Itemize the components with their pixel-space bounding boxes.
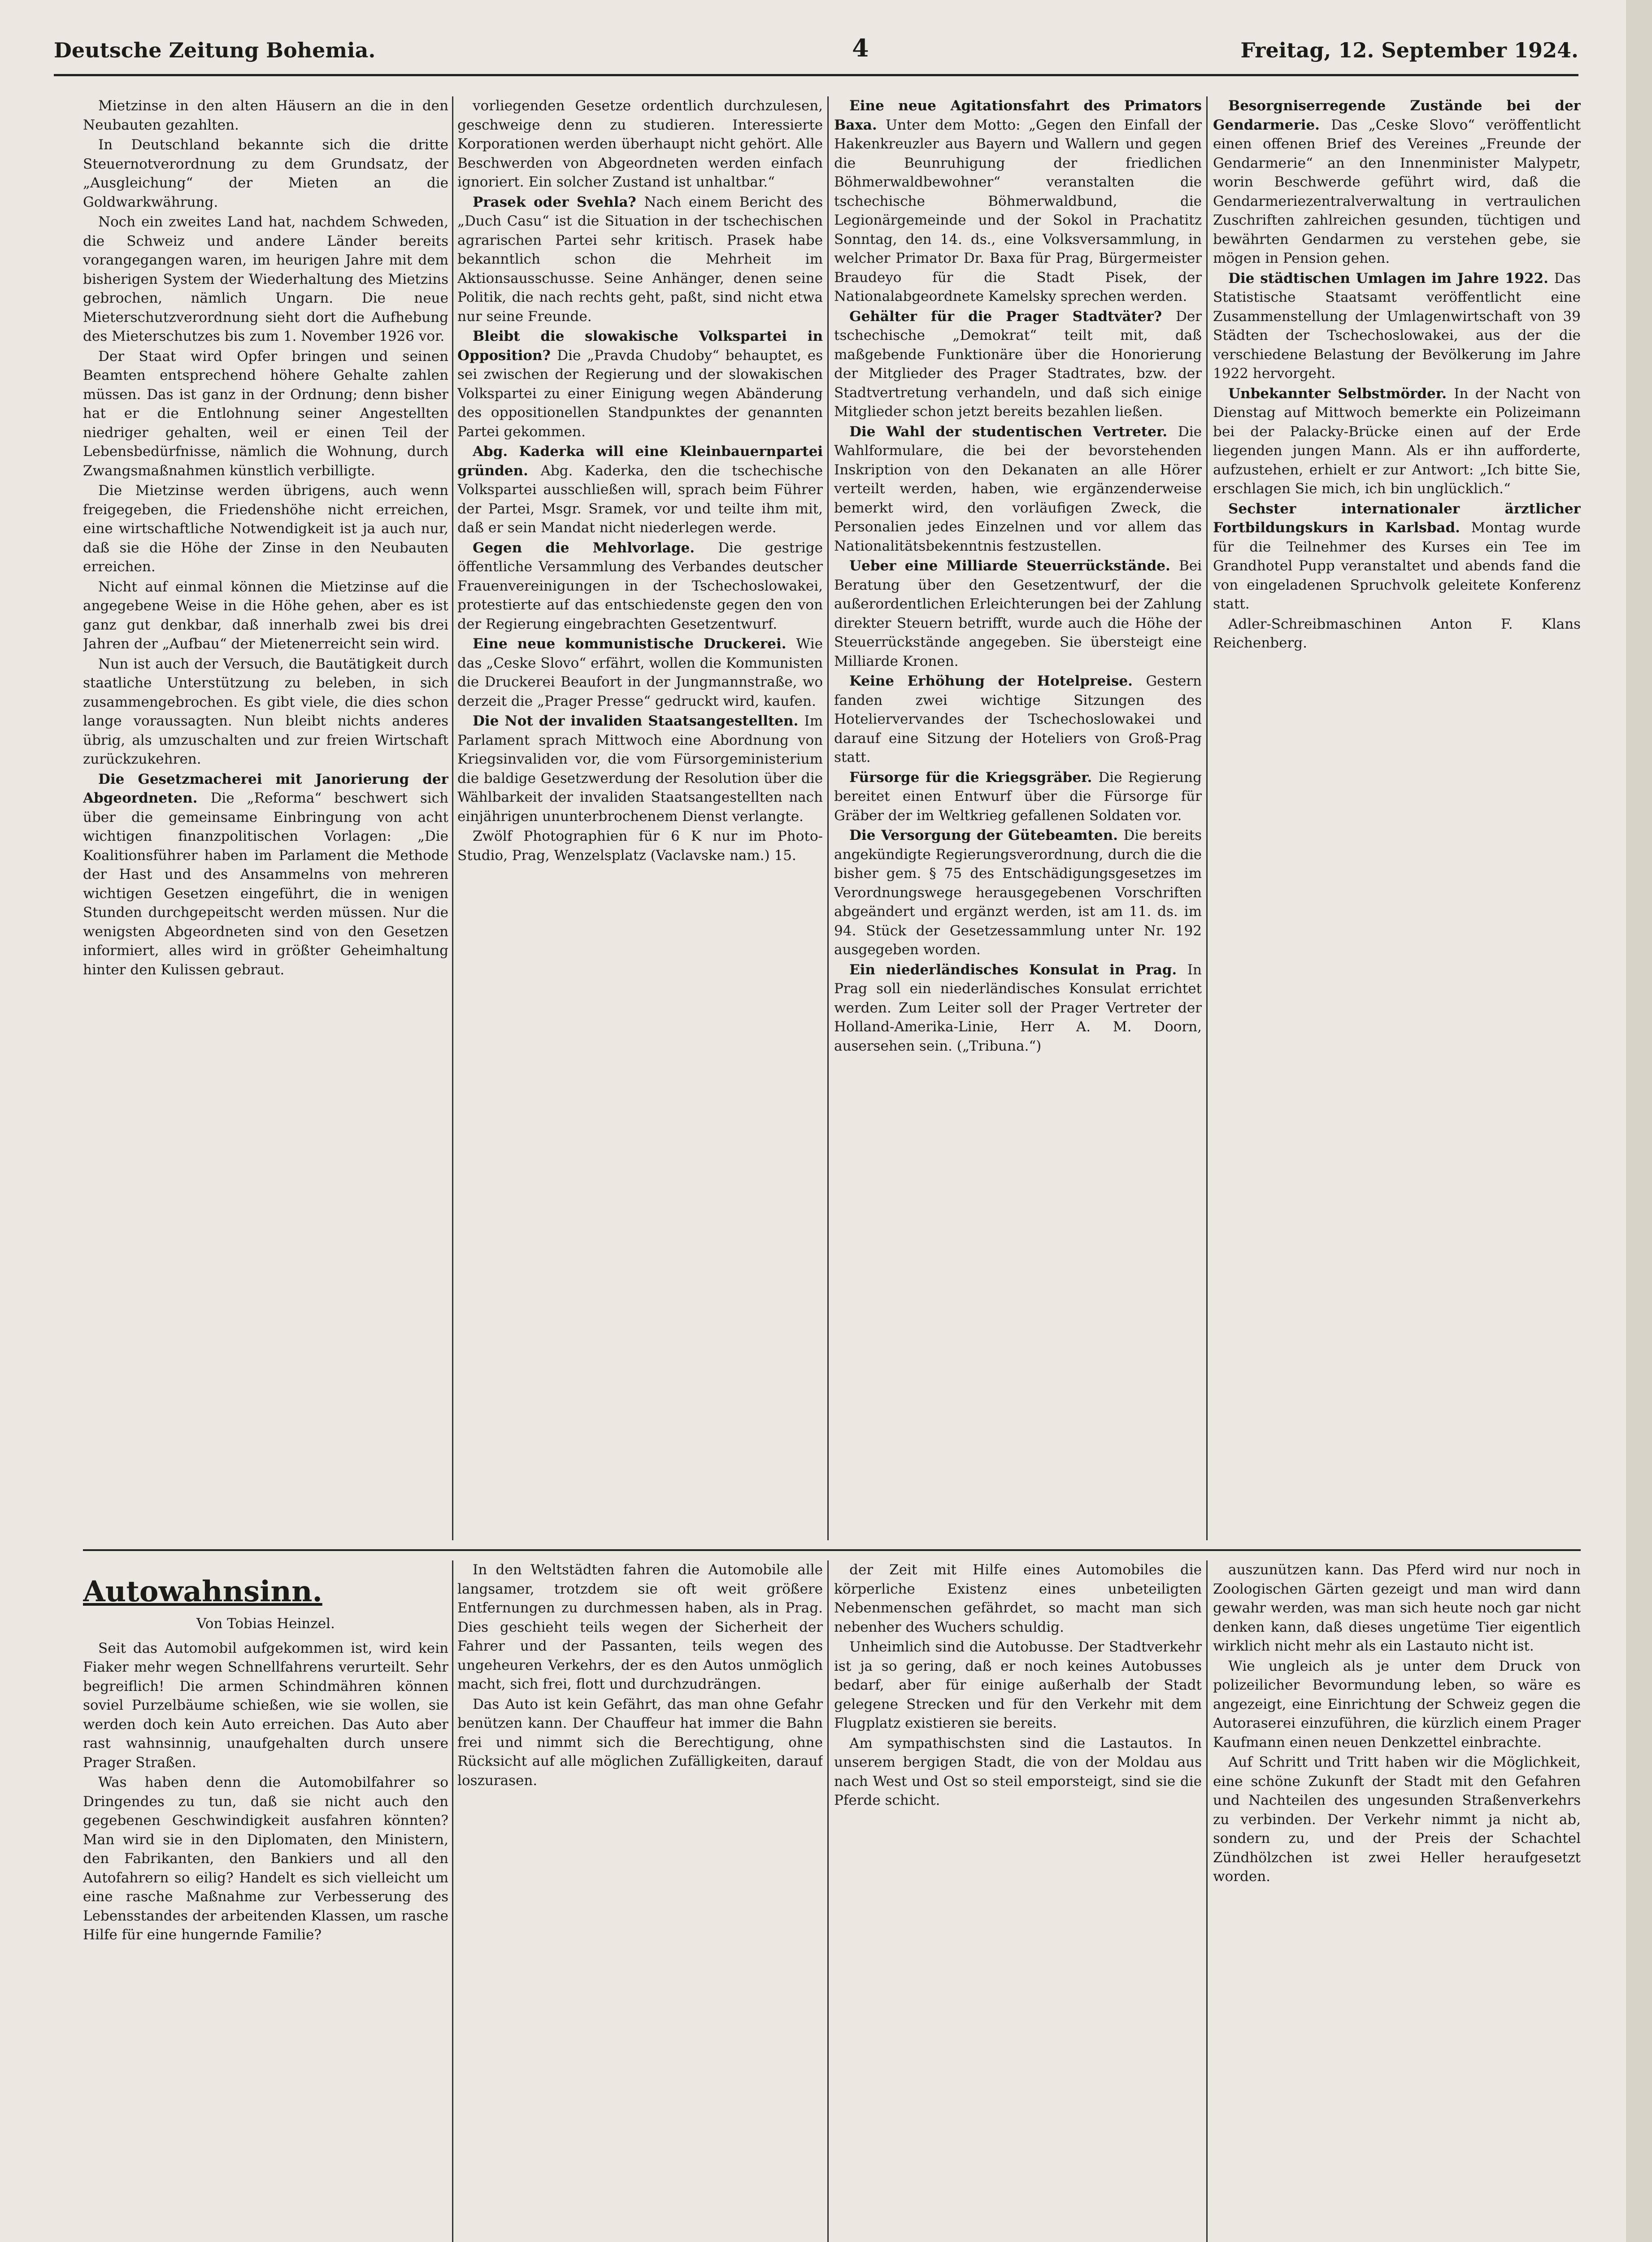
paragraph [834, 960, 1202, 1056]
paragraph [1213, 269, 1581, 383]
paragraph-text: Am sympathischsten sind die Lastautos. In unserem bergigen Stadt, die von der Moldau aus nach West und Ost so steil emporsteigt, sind sie die Pferde schicht. [834, 1735, 1202, 1808]
paragraph-text: Im Parlament sprach Mittwoch eine Abordnung von Kriegsinvaliden vor, die vom Fürsorgeministerium die baldige Gesetzwerdung der Resolution über die Wählbarkeit der invaliden Staatsangestellten nach einjährigen ununterbrochenem Dienst verlangte. [457, 713, 823, 825]
news-item-headline: Eine neue kommunistische Druckerei. [473, 636, 796, 652]
article-rule-1 [452, 1560, 453, 2242]
paragraph-text: auszunützen kann. Das Pferd wird nur noch in Zoologischen Gärten gezeigt und man wird dann gewahr werden, was man sich heute noch gar nicht denken kann, daß dieses ungetüme Tier eigentlich wirklich nicht mehr als ein Lastauto nicht ist. [1213, 1562, 1581, 1654]
news-item-headline: Die städtischen Umlagen im Jahre 1922. [1228, 270, 1554, 287]
paragraph [1213, 500, 1581, 614]
paragraph [457, 193, 823, 326]
article-rule-3 [1206, 1560, 1208, 2242]
paragraph [83, 135, 448, 212]
article-column-2-content [457, 1560, 823, 1790]
paragraph-text: Was haben denn die Automobilfahrer so Dringendes zu tun, daß sie nicht auch den gegebenen Geschwindigkeit ausfahren könnten? Man wird sie in den Diplomaten, den Ministern, den Fabrikanten, den Bankiers und all den Autofahrern so eilig? Handelt es sich vielleicht um eine rasche Maßnahme zur Verbesserung des Lebensstandes der arbeitenden Klassen, um rasche Hilfe für eine hungernde Familie? [83, 1774, 448, 1943]
paragraph [457, 634, 823, 711]
news-item-headline: Besorgniserregende Zustände bei der Gendarmerie. [1213, 98, 1581, 133]
paragraph [83, 1639, 448, 1773]
paragraph-text: In Deutschland bekannte sich die dritte Steuernotverordnung zu dem Grundsatz, der „Ausgleichung“ der Mieten an die Goldwarkwährung. [83, 137, 448, 210]
column-1 [83, 96, 448, 1540]
news-item-headline: Die Not der invaliden Staatsangestellten. [473, 713, 804, 729]
paragraph-text: vorliegenden Gesetze ordentlich durchzulesen, geschweige denn zu studieren. Interessierte Korporationen werden überhaupt nicht gehört. Alle Beschwerden von Abgeordneten werden einfach ignoriert. Ein solcher Zustand ist unhaltbar.“ [457, 98, 823, 190]
paragraph [1213, 384, 1581, 499]
paragraph-text: Die Regierung bereitet einen Entwurf über die Fürsorge für Gräber der im Weltkrieg gefallenen Soldaten vor. [834, 769, 1202, 824]
paragraph-text: In Prag soll ein niederländisches Konsulat errichtet werden. Zum Leiter soll der Prager Vertreter der Holland-Amerika-Linie, Herr A. M. Doorn, ausersehen sein. („Tribuna.“) [834, 961, 1202, 1054]
news-item-headline: Sechster internationaler ärztlicher Fortbildungskurs in Karlsbad. [1213, 500, 1581, 536]
news-item-headline: Keine Erhöhung der Hotelpreise. [849, 673, 1146, 689]
paragraph-text: Nun ist auch der Versuch, die Bautätigkeit durch staatliche Unterstützung zu beleben, in sich zusammengebrochen. Es gibt viele, die dies schon lange voraussagten. Nun bleibt nichts anderes übrig, als umzuschalten und zur freien Wirtschaft zurückzukehren. [83, 656, 448, 767]
paragraph [834, 1734, 1202, 1810]
news-item-headline: Eine neue Agitationsfahrt des Primators Baxa. [834, 98, 1202, 133]
paragraph-text: Der Staat wird Opfer bringen und seinen Beamten entsprechend höhere Gehalte zahlen müssen. Das ist ganz in der Ordnung; denn bisher hat er die Entlohnung seiner Angestellten niedriger gehalten, weil er einen Teil der Lebensbedürfnisse, nämlich die Wohnung, durch Zwangsmaßnahmen künstlich verbilligte. [83, 348, 448, 479]
paragraph [834, 672, 1202, 767]
paragraph-text: Noch ein zweites Land hat, nachdem Schweden, die Schweiz und andere Länder bereits vorangegangen waren, im heurigen Jahre mit dem bisherigen System der Wiederhaltung des Mietzins gebrochen, nämlich Ungarn. Die neue Mieterschutzverordnung sieht dort die Aufhebung des Mieterschutzes bis zum 1. November 1926 vor. [83, 214, 448, 344]
paragraph-text: Unheimlich sind die Autobusse. Der Stadtverkehr ist ja so gering, daß er noch keines Autobusses bedarf, aber für einige außerhalb der Stadt gelegene Strecken und für den Verkehr mit dem Flugplatz existieren sie bereits. [834, 1639, 1202, 1731]
paragraph [83, 213, 448, 346]
paragraph [457, 827, 823, 865]
column-3-content [834, 96, 1202, 1056]
paragraph-text: Die gestrige öffentliche Versammlung des Verbandes deutscher Frauenvereinigungen in der Tschechoslowakei, protestierte auf das entschiedenste gegen den von der Regierung eingebrachten Gesetzentwurf. [457, 539, 823, 632]
paragraph-text: Das Statistische Staatsamt veröffentlicht eine Zusammenstellung der Umlagenwirtschaft von 39 Städten der Tschechoslowakei, aus der die verschiedene Belastung der Bevölkerung im Jahre 1922 hervorgeht. [1213, 270, 1581, 382]
column-rule-3 [1206, 96, 1208, 1540]
paragraph-text: Seit das Automobil aufgekommen ist, wird kein Fiaker mehr wegen Schnellfahrens verurteilt. Sehr begreiflich! Die armen Schindmähren können soviel Purzelbäume schießen, wie sie wollen, sie werden doch kein Auto erreichen. Das Auto aber rast wahnsinnig, unaufgehalten durch unsere Prager Straßen. [83, 1640, 448, 1771]
news-item-headline: Fürsorge für die Kriegsgräber. [849, 769, 1099, 786]
paragraph-text: Adler-Schreibmaschinen Anton F. Klans Reichenberg. [1213, 616, 1581, 651]
paragraph-text: In den Weltstädten fahren die Automobile alle langsamer, trotzdem sie oft weit größere Entfernungen zu durchmessen haben, als in Prag. Dies geschieht teils wegen der Sicherheit der Fahrer und der Passanten, teils wegen des ungeheuren Verkehrs, der es den Autos unmöglich macht, sich frei, flott und durchzudrängen. [457, 1562, 823, 1692]
paragraph-text: Zwölf Photographien für 6 K nur im Photo-Studio, Prag, Wenzelsplatz (Vaclavske nam.) 15. [457, 828, 823, 864]
column-rule-1 [452, 96, 453, 1540]
column-4 [1213, 96, 1581, 1540]
article-title: Autowahnsinn. [83, 1575, 322, 1608]
column-1-content [83, 96, 448, 979]
paragraph-text: Das „Ceske Slovo“ veröffentlicht einen offenen Brief des Vereines „Freunde der Gendarmerie“ an den Innenminister Malypetr, worin Beschwerde geführt wird, daß die Gendarmeriezentralverwaltung in vertraulichen Zuschriften zahlreichen gesunden, tüchtigen und bewährten Gendarmen zu verstehen gebe, sie mögen in Pension gehen. [1213, 117, 1581, 266]
paragraph-text: Bei Beratung über den Gesetzentwurf, der die außerordentlichen Erleichterungen bei der Zahlung direkter Steuern betrifft, wurde auch die Höhe der Steuerrückstände angegeben. Sie übersteigt eine Milliarde Kronen. [834, 558, 1202, 669]
paragraph [83, 347, 448, 481]
paragraph [457, 96, 823, 192]
paragraph [83, 578, 448, 654]
paragraph-text: Abg. Kaderka, den die tschechische Volkspartei ausschließen will, sprach beim Führer der Partei, Msgr. Sramek, vor und teilte ihm mit, daß er sein Mandat nicht niederlegen werde. [457, 462, 823, 536]
paragraph-text: Nach einem Bericht des „Duch Casu“ ist die Situation in der tschechischen agrarischen Partei sehr kritisch. Prasek habe bekanntlich schon die Mehrheit im Aktionsausschusse. Seine Anhänger, denen seine Politik, die nach rechts geht, paßt, sind nicht etwa nur seine Freunde. [457, 194, 823, 325]
paragraph [834, 556, 1202, 671]
paragraph [834, 96, 1202, 306]
paragraph [457, 1560, 823, 1694]
paragraph [834, 307, 1202, 421]
news-item-headline: Ueber eine Milliarde Steuerrückstände. [849, 558, 1179, 574]
paragraph [457, 1695, 823, 1790]
article-column-4-content [1213, 1560, 1581, 1886]
paragraph-text: der Zeit mit Hilfe eines Automobiles die körperliche Existenz eines unbeteiligten Nebenmenschen gefährdet, so macht man sich nebenher des Wuchers schuldig. [834, 1562, 1202, 1635]
news-item-headline: Prasek oder Svehla? [473, 194, 644, 210]
news-item-headline: Abg. Kaderka will eine Kleinbauernpartei gründen. [457, 443, 823, 479]
news-item-headline: Gehälter für die Prager Stadtväter? [849, 308, 1176, 325]
paragraph [83, 770, 448, 980]
paragraph-text: Die „Pravda Chudoby“ behauptet, es sei zwischen der Regierung und der slowakischen Volkspartei zu einer Einigung wegen Abänderung des oppositionellen Standpunktes der genannten Partei gekommen. [457, 347, 823, 440]
article-byline: Von Tobias Heinzel. [196, 1616, 335, 1632]
paragraph [834, 1560, 1202, 1637]
issue-date: Freitag, 12. September 1924. [1240, 38, 1578, 62]
paragraph [83, 481, 448, 577]
paragraph [457, 442, 823, 538]
paragraph-text: In der Nacht von Dienstag auf Mittwoch bemerkte ein Polizeimann bei der Palacky-Brücke einen auf der Erde liegenden jungen Mann. Als er ihn aufforderte, aufzustehen, erhielt er zur Antwort: „Ich bitte Sie, erschlagen Sie mich, ich bin unglücklich.“ [1213, 385, 1581, 497]
paragraph-text: Die bereits angekündigte Regierungsverordnung, durch die die bisher gem. § 75 des Entschädigungsgesetzes im Verordnungswege herausgegebenen Vorschriften abgeändert und ergänzt werden, ist am 11. ds. im 94. Stück der Gesetzessammlung unter Nr. 192 ausgegeben worden. [834, 827, 1202, 958]
paragraph [1213, 1753, 1581, 1886]
article-column-1-content [83, 1639, 448, 1945]
article-column-4 [1213, 1560, 1581, 2242]
paragraph-text: Montag wurde für die Teilnehmer des Kurses ein Tee im Grandhotel Pupp veranstaltet und abends fand die von eingeladenen Spruchvolk geleitete Konferenz statt. [1213, 520, 1581, 612]
article-column-3 [834, 1560, 1202, 2242]
news-item-headline: Die Gesetzmacherei mit Janorierung der Abgeordneten. [83, 771, 448, 806]
news-item-headline: Bleibt die slowakische Volkspartei in Opposition? [457, 328, 823, 364]
page-header [54, 34, 1578, 76]
paragraph [83, 96, 448, 135]
news-item-headline: Unbekannter Selbstmörder. [1228, 385, 1454, 402]
paragraph-text: Wie das „Ceske Slovo“ erfährt, wollen die Kommunisten die Druckerei Beaufort in der Jungmannstraße, wo derzeit die „Prager Presse“ gedruckt wird, kaufen. [457, 636, 823, 709]
paragraph [83, 655, 448, 769]
paragraph [457, 539, 823, 634]
paragraph-text: Auf Schritt und Tritt haben wir die Möglichkeit, eine schöne Zukunft der Stadt mit den Gefahren und Nachteilen des ungesunden Straßenverkehrs zu verbinden. Der Verkehr nimmt ja nicht ab, sondern zu, und der Preis der Schachtel Zündhölzchen ist zwei Heller heraufgesetzt worden. [1213, 1754, 1581, 1885]
news-item-headline: Die Versorgung der Gütebeamten. [849, 827, 1124, 843]
paragraph-text: Unter dem Motto: „Gegen den Einfall der Hakenkreuzler aus Bayern und Wallern und gegen die Beunruhigung der friedlichen Böhmerwaldbewohner“ veranstalten die tschechische Böhmerwaldbund, die Legionärgemeinde und der Sokol in Prachatitz Sonntag, den 14. ds., eine Volksversammlung, in welcher Primator Dr. Baxa für Prag, Bürgermeister Braudeyo für die Stadt Pisek, der Nationalabgeordnete Kamelsky sprechen werden. [834, 117, 1202, 304]
paragraph-text: Das Auto ist kein Gefährt, das man ohne Gefahr benützen kann. Der Chauffeur hat immer die Bahn frei und nimmt sich die Berechtigung, ohne Rücksicht auf alle möglichen Zufälligkeiten, darauf loszurasen. [457, 1696, 823, 1789]
paragraph [1213, 1560, 1581, 1656]
paragraph [457, 327, 823, 441]
column-rule-2 [827, 96, 829, 1540]
paragraph-text: Die „Reforma“ beschwert sich über die gemeinsame Einbringung von acht wichtigen finanzpolitischen Vorlagen: „Die Koalitionsführer haben im Parlament die Methode der Hast und des Ansammelns von mehreren wichtigen Gesetzen eingeführt, die in wenigen Stunden durchgepeitscht werden müssen. Nur die wenigsten Abgeordneten sind von den Gesetzen informiert, alles wird in größter Geheimhaltung hinter den Kulissen gebraut. [83, 790, 448, 978]
paragraph-text: Gestern fanden zwei wichtige Sitzungen des Hoteliervervandes der Tschechoslowakei und darauf eine Sitzung der Hoteliers von Groß-Prag statt. [834, 673, 1202, 765]
paragraph-text: Wie ungleich als je unter dem Druck von polizeilicher Bevormundung leben, so wäre es angezeigt, eine Einrichtung der Schweiz gegen die Autoraserei einzuführen, die kürzlich einem Prager Kaufmann einen neuen Denkzettel einbrachte. [1213, 1658, 1581, 1751]
article-rule-2 [827, 1560, 829, 2242]
paragraph [1213, 1657, 1581, 1752]
paragraph-text: Der tschechische „Demokrat“ teilt mit, daß maßgebende Funktionäre über die Honorierung der Mitglieder des Prager Stadtrates, bzw. der Stadtvertretung verhandeln, und daß sich einige Mitglieder schon jetzt bereits bezahlen ließen. [834, 308, 1202, 420]
paragraph-text: Nicht auf einmal können die Mietzinse auf die angegebene Weise in die Höhe gehen, aber es ist ganz gut denkbar, daß innerhalb zwei bis drei Jahren der „Aufbau“ der Mietenerreicht sein wird. [83, 578, 448, 652]
article-column-1 [83, 1560, 448, 2242]
paragraph-text: Die Wahlformulare, die bei der bevorstehenden Inskription von den Dekanaten an alle Hörer verteilt werden, haben, wie ergänzenderweise bemerkt wird, den vorläufigen Zweck, die Personalien jedes Einzelnen und vor allem das Nationalitätsbekenntnis festzustellen. [834, 423, 1202, 554]
paragraph [83, 1773, 448, 1945]
newspaper-name: Deutsche Zeitung Bohemia. [54, 38, 376, 62]
paragraph [1213, 615, 1581, 653]
article-column-2 [457, 1560, 823, 2242]
paragraph [1213, 96, 1581, 268]
column-3 [834, 96, 1202, 1540]
news-item-headline: Die Wahl der studentischen Vertreter. [849, 423, 1178, 440]
article-column-3-content [834, 1560, 1202, 1810]
scan-edge-strip [1626, 0, 1652, 2242]
paragraph [834, 826, 1202, 960]
news-item-headline: Ein niederländisches Konsulat in Prag. [849, 961, 1187, 978]
page-number: 4 [852, 34, 869, 62]
section-divider [83, 1549, 1581, 1551]
column-2 [457, 96, 823, 1540]
paragraph [457, 712, 823, 826]
paragraph [834, 1638, 1202, 1733]
paragraph-text: Mietzinse in den alten Häusern an die in den Neubauten gezahlten. [83, 98, 448, 133]
news-item-headline: Gegen die Mehlvorlage. [473, 539, 718, 556]
paragraph [834, 768, 1202, 826]
paragraph [834, 422, 1202, 556]
paragraph-text: Die Mietzinse werden übrigens, auch wenn freigegeben, die Friedenshöhe nicht erreichen, eine wirtschaftliche Notwendigkeit ist ja auch nur, daß sie die Höhe der Zinse in den Neubauten erreichen. [83, 482, 448, 575]
column-4-content [1213, 96, 1581, 653]
column-2-content [457, 96, 823, 865]
